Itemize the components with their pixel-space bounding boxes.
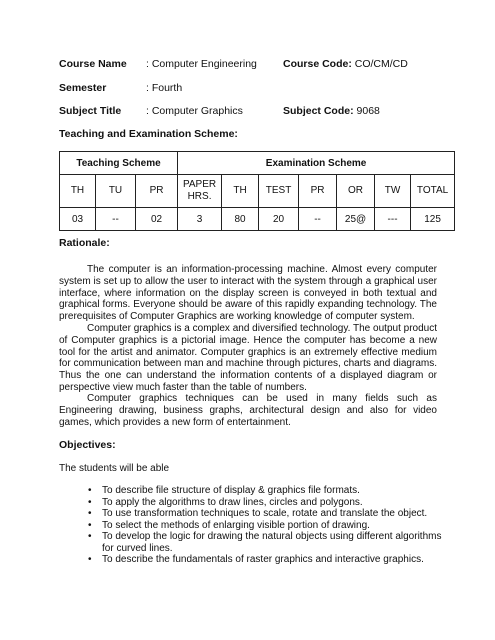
column-header: TOTAL bbox=[411, 175, 455, 208]
column-header: TH bbox=[222, 175, 259, 208]
subject-code-label: Subject Code: bbox=[283, 105, 354, 117]
objectives-list bbox=[86, 485, 452, 566]
course-code-value: CO/CM/CD bbox=[351, 58, 408, 70]
table-cell: --- bbox=[375, 208, 411, 231]
examination-scheme-header: Examination Scheme bbox=[178, 152, 455, 175]
course-code bbox=[283, 58, 408, 70]
list-item: • To develop the logic for drawing the natural objects using different algorithms for curved lines. bbox=[102, 531, 452, 554]
semester-label: Semester bbox=[59, 82, 107, 94]
course-name-row bbox=[59, 58, 257, 70]
table-cell: -- bbox=[299, 208, 337, 231]
semester-value: : Fourth bbox=[146, 82, 183, 94]
table-cell: 20 bbox=[259, 208, 299, 231]
table-cell: 03 bbox=[60, 208, 96, 231]
table-cell: 80 bbox=[222, 208, 259, 231]
list-item: • To describe the fundamentals of raster graphics and interactive graphics. bbox=[102, 554, 452, 566]
rationale-paragraph-3: Computer graphics techniques can be used in many fields such as Engineering drawing, business graphs, architectural design and also for video games, which provides a new form of entertainment. bbox=[59, 393, 437, 428]
column-header: TEST bbox=[259, 175, 299, 208]
table-cell: 02 bbox=[136, 208, 178, 231]
subject-code-value: 9068 bbox=[353, 105, 380, 117]
list-item: • To use transformation techniques to scale, rotate and translate the object. bbox=[102, 508, 452, 520]
scheme-heading: Teaching and Examination Scheme: bbox=[59, 128, 238, 140]
table-cell: 3 bbox=[178, 208, 222, 231]
course-code-label: Course Code: bbox=[283, 58, 352, 70]
scheme-values-row bbox=[60, 208, 455, 231]
table-cell: 25@ bbox=[337, 208, 375, 231]
rationale-heading: Rationale: bbox=[59, 237, 110, 249]
table-cell: -- bbox=[96, 208, 136, 231]
list-item: • To select the methods of enlarging visible portion of drawing. bbox=[102, 520, 452, 532]
column-header: TH bbox=[60, 175, 96, 208]
rationale-paragraph-2: Computer graphics is a complex and diversified technology. The output product of Computer graphics is a pictorial image. Hence the computer has become a new tool for the artist and animator. Computer graphics is an extremely effective medium for communication between man and machine through pictures, charts and diagrams. Thus the one can understand the information contents of a displayed diagram or perspective view much faster than the table of numbers. bbox=[59, 323, 437, 393]
objectives-heading: Objectives: bbox=[59, 439, 116, 451]
semester-row bbox=[59, 82, 182, 94]
column-header: OR bbox=[337, 175, 375, 208]
column-header: PR bbox=[299, 175, 337, 208]
list-item: • To describe file structure of display & graphics file formats. bbox=[102, 485, 452, 497]
rationale-paragraph-1: The computer is an information-processing machine. Almost every computer system is set up to allow the user to interact with the system through a graphical user interface, where information on the display screen is conveyed in both textual and graphical forms. Everyone should be aware of this rapidly expanding technology. The prerequisites of Computer Graphics are working knowledge of computer system. bbox=[59, 264, 437, 323]
list-item: • To apply the algorithms to draw lines, circles and polygons. bbox=[102, 497, 452, 509]
course-name-value: : Computer Engineering bbox=[146, 58, 257, 70]
teaching-scheme-header: Teaching Scheme bbox=[60, 152, 178, 175]
scheme-table bbox=[59, 151, 455, 231]
objectives-intro: The students will be able bbox=[59, 463, 170, 474]
scheme-columns-row bbox=[60, 175, 455, 208]
subject-title-row bbox=[59, 105, 243, 117]
column-header: TW bbox=[375, 175, 411, 208]
subject-title-value: : Computer Graphics bbox=[146, 105, 243, 117]
subject-code bbox=[283, 105, 380, 117]
column-header: PAPER HRS. bbox=[178, 175, 222, 208]
scheme-header-row bbox=[60, 152, 455, 175]
column-header: PR bbox=[136, 175, 178, 208]
table-cell: 125 bbox=[411, 208, 455, 231]
subject-title-label: Subject Title bbox=[59, 105, 122, 117]
course-name-label: Course Name bbox=[59, 58, 127, 70]
column-header: TU bbox=[96, 175, 136, 208]
